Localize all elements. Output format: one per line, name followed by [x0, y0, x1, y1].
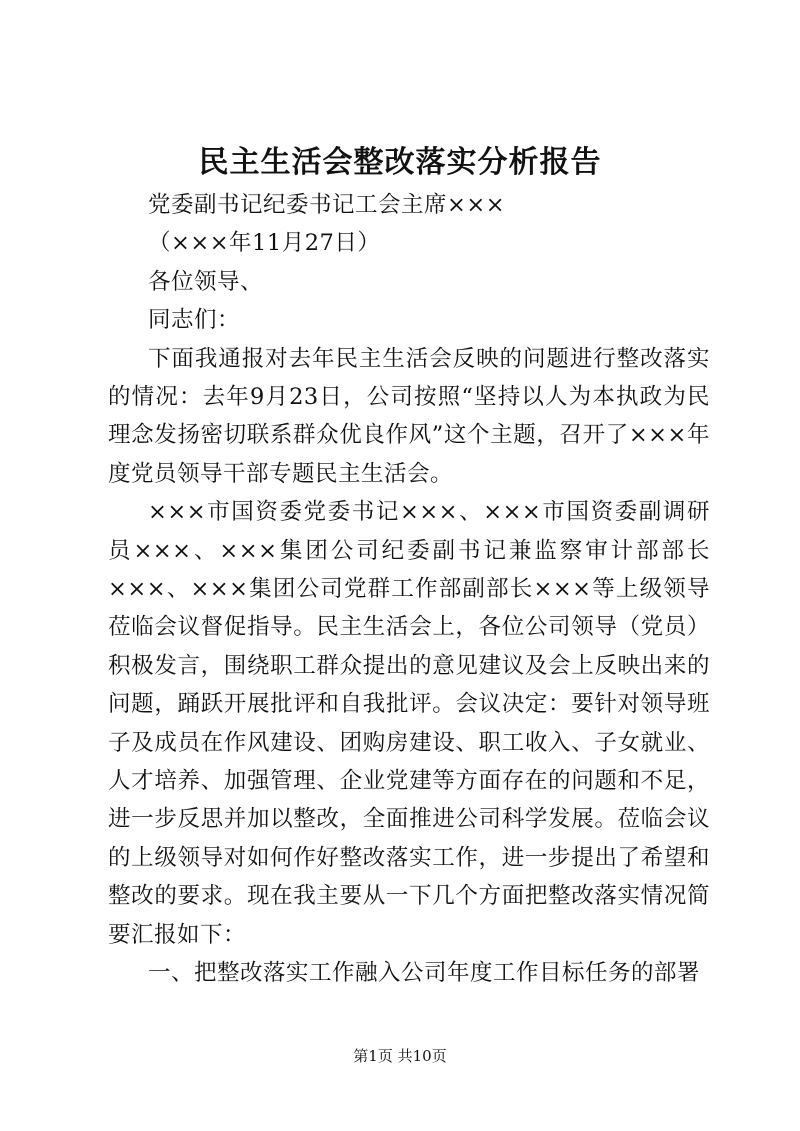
speaker-line: 党委副书记纪委书记工会主席××× [148, 192, 506, 218]
page-footer: 第1页 共10页 [353, 1047, 447, 1065]
document-title: 民主生活会整改落实分析报告 [198, 145, 602, 180]
section-heading-1: 一、把整改落实工作融入公司年度工作目标任务的部署 [148, 960, 701, 987]
greeting-line-2: 同志们： [148, 307, 241, 334]
paragraph-intro: 下面我通报对去年民主生活会反映的问题进行整改落实的情况：去年9月23日，公司按照“坚持以人为本执政为民理念发扬密切联系群众优良作风”这个主题，召开了×××年度党员领导干部专题民主生活会。 [108, 345, 710, 487]
document-body [108, 186, 710, 992]
date-line: （×××年11月27日） [148, 230, 381, 257]
greeting-line-1: 各位领导、 [148, 268, 264, 295]
paragraph-meeting: ×××市国资委党委书记×××、×××市国资委副调研员×××、×××集团公司纪委副书记兼监察审计部部长×××、×××集团公司党群工作部副部长×××等上级领导莅临会议督促指导。民主生活会上，各位公司领导（党员）积极发言，围绕职工群众提出的意见建议及会上反映出来的问题，踊跃开展批评和自我批评。会议决定：要针对领导班子及成员在作风建设、团购房建设、职工收入、子女就业、人才培养、加强管理、企业党建等方面存在的问题和不足，进一步反思并加以整改，全面推进公司科学发展。莅临会议的上级领导对如何作好整改落实工作，进一步提出了希望和整改的要求。现在我主要从一下几个方面把整改落实情况简要汇报如下： [108, 499, 710, 948]
